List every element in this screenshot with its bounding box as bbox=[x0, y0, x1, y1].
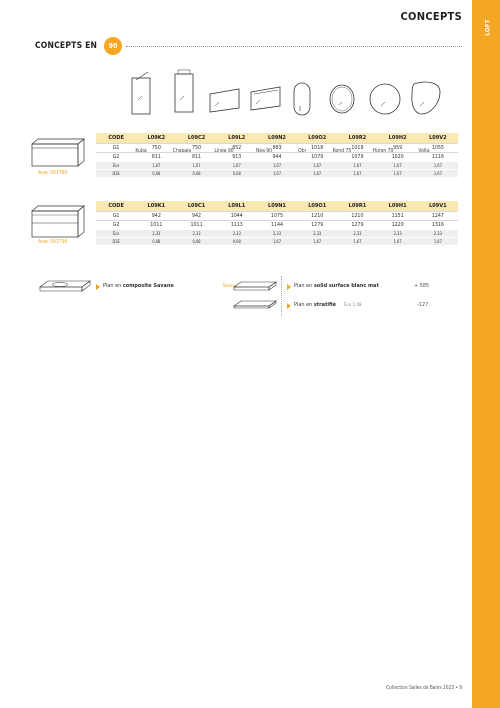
table-row bbox=[96, 230, 458, 238]
table-cell: 913 bbox=[217, 153, 257, 162]
table-cell: 1018 bbox=[297, 144, 337, 153]
header-cell: L09V1 bbox=[418, 201, 458, 212]
table-cell: 1018 bbox=[337, 144, 377, 153]
table-cell: 1279 bbox=[297, 221, 337, 230]
laminate-countertop-illustration bbox=[232, 299, 278, 313]
table-cell: 1,67 bbox=[257, 238, 297, 246]
table-cell: 852 bbox=[217, 144, 257, 153]
table-cell: 2,33 bbox=[337, 230, 377, 238]
mirror-name-kuba: Kuba bbox=[135, 148, 147, 154]
option-prefix: Plan en bbox=[103, 283, 123, 289]
header-cell: L09H2 bbox=[378, 133, 418, 144]
option-material: composite Savane bbox=[122, 283, 174, 289]
table-cell: 1247 bbox=[418, 212, 458, 221]
table-cell: 0,08 bbox=[217, 170, 257, 178]
table-cell: 1,67 bbox=[176, 162, 216, 170]
option-composite-note: Tableau bbox=[222, 284, 238, 289]
mirror-name-volta: Volta bbox=[418, 148, 430, 154]
option-stratifie-eco: Éco 1,08 bbox=[344, 303, 362, 308]
row-label: D3E bbox=[96, 170, 136, 178]
table-cell: 2,33 bbox=[136, 230, 176, 238]
table-row bbox=[96, 153, 458, 162]
table-cell: 1,67 bbox=[136, 162, 176, 170]
cabinet-label-sv1t90: Avec SV1T90 bbox=[38, 170, 68, 176]
header-cell: L09C2 bbox=[176, 133, 216, 144]
header-cell: L09L2 bbox=[217, 133, 257, 144]
table-cell: 811 bbox=[136, 153, 176, 162]
table-header-row bbox=[96, 201, 458, 212]
table-cell: 1,67 bbox=[418, 162, 458, 170]
table-row bbox=[96, 238, 458, 246]
option-stratifie-price: -127 bbox=[417, 302, 429, 308]
bullet-arrow-icon bbox=[96, 284, 100, 290]
table-cell: 959 bbox=[378, 144, 418, 153]
mirror-name-nea: Néa 90 bbox=[255, 148, 273, 154]
row-label: Éco bbox=[96, 162, 136, 170]
option-material: stratifié bbox=[313, 302, 337, 308]
price-table-sv1t90 bbox=[96, 133, 458, 177]
kuba-mirror-illustration bbox=[128, 70, 158, 118]
header-cell: L09O2 bbox=[297, 133, 337, 144]
table-cell: 750 bbox=[176, 144, 216, 153]
table-cell: 1,67 bbox=[378, 162, 418, 170]
table-row bbox=[96, 212, 458, 221]
table-cell: 1113 bbox=[217, 221, 257, 230]
volta-mirror-illustration bbox=[408, 78, 444, 118]
table-cell: 0,08 bbox=[136, 238, 176, 246]
option-stratifie bbox=[294, 302, 336, 308]
table-cell: 942 bbox=[136, 212, 176, 221]
sidebar-stripe bbox=[472, 0, 500, 708]
header-cell: L09K2 bbox=[136, 133, 176, 144]
bullet-arrow-icon bbox=[287, 303, 291, 309]
header-cell: L09K1 bbox=[136, 201, 176, 212]
table-cell: 1220 bbox=[378, 221, 418, 230]
table-cell: 1116 bbox=[418, 153, 458, 162]
table-cell: 1044 bbox=[217, 212, 257, 221]
table-cell: 1,67 bbox=[337, 238, 377, 246]
row-label: D3E bbox=[96, 238, 136, 246]
bullet-arrow-icon bbox=[287, 284, 291, 290]
solid-surface-countertop-illustration bbox=[232, 280, 278, 294]
table-cell: 1210 bbox=[297, 212, 337, 221]
options-divider bbox=[281, 276, 282, 316]
table-row bbox=[96, 162, 458, 170]
rond-mirror-illustration bbox=[327, 82, 357, 116]
mirror-name-linea: Linéa 90 bbox=[214, 148, 234, 154]
page-title: CONCEPTS bbox=[400, 10, 462, 23]
table-cell: 1079 bbox=[337, 153, 377, 162]
table-cell: 1,67 bbox=[418, 238, 458, 246]
table-cell: 1,67 bbox=[378, 170, 418, 178]
table-cell: 2,33 bbox=[378, 230, 418, 238]
table-cell: 1210 bbox=[337, 212, 377, 221]
option-solid-surface bbox=[294, 283, 379, 289]
obi-mirror-illustration bbox=[290, 80, 314, 118]
cabinet-one-drawer-illustration bbox=[30, 136, 86, 170]
heading-divider bbox=[126, 46, 462, 47]
table-cell: 883 bbox=[257, 144, 297, 153]
table-cell: 1055 bbox=[418, 144, 458, 153]
table-cell: 0,08 bbox=[136, 170, 176, 178]
mirror-name-rond: Rond 75 bbox=[332, 148, 352, 154]
linea-mirror-illustration bbox=[207, 86, 243, 116]
table-cell: 1,67 bbox=[378, 238, 418, 246]
header-cell: CODE bbox=[96, 133, 136, 144]
table-cell: 1,67 bbox=[297, 162, 337, 170]
table-cell: 1075 bbox=[257, 212, 297, 221]
table-cell: 944 bbox=[257, 153, 297, 162]
nea-mirror-illustration bbox=[248, 84, 284, 114]
mirror-name-obi: Obi bbox=[298, 148, 306, 154]
table-cell: 1,67 bbox=[297, 170, 337, 178]
header-cell: L09N2 bbox=[257, 133, 297, 144]
section-tab bbox=[472, 0, 500, 62]
header-cell: L09C1 bbox=[176, 201, 216, 212]
header-cell: L09N1 bbox=[257, 201, 297, 212]
header-cell: CODE bbox=[96, 201, 136, 212]
header-cell: L09V2 bbox=[418, 133, 458, 144]
table-cell: 942 bbox=[176, 212, 216, 221]
composite-countertop-illustration bbox=[38, 279, 92, 297]
table-row bbox=[96, 144, 458, 153]
row-label: G2 bbox=[96, 221, 136, 230]
option-composite bbox=[103, 283, 174, 289]
table-cell: 811 bbox=[176, 153, 216, 162]
row-label: G2 bbox=[96, 153, 136, 162]
table-cell: 1011 bbox=[136, 221, 176, 230]
header-cell: L09R2 bbox=[337, 133, 377, 144]
table-cell: 1151 bbox=[378, 212, 418, 221]
table-cell: 2,33 bbox=[176, 230, 216, 238]
size-badge: 90 bbox=[104, 37, 122, 55]
option-prefix: Plan en bbox=[294, 283, 314, 289]
table-cell: 2,33 bbox=[297, 230, 337, 238]
table-cell: 2,33 bbox=[418, 230, 458, 238]
mirror-name-chapala: Chapala bbox=[172, 148, 192, 154]
table-row bbox=[96, 221, 458, 230]
table-cell: 0,08 bbox=[217, 238, 257, 246]
table-header-row bbox=[96, 133, 458, 144]
table-cell: 750 bbox=[136, 144, 176, 153]
option-solid-price: + 585 bbox=[414, 283, 430, 289]
table-cell: 1,67 bbox=[257, 162, 297, 170]
header-cell: L09R1 bbox=[337, 201, 377, 212]
section-heading: CONCEPTS EN bbox=[35, 41, 98, 51]
option-material: solid surface blanc mat bbox=[313, 283, 379, 289]
table-cell: 1,67 bbox=[337, 162, 377, 170]
cabinet-two-drawers-illustration bbox=[30, 203, 86, 239]
table-cell: 1,67 bbox=[418, 170, 458, 178]
table-cell: 1,67 bbox=[297, 238, 337, 246]
mirror-name-huron: Huron 70 bbox=[372, 148, 394, 154]
table-cell: 1279 bbox=[337, 221, 377, 230]
chapala-mirror-illustration bbox=[170, 68, 200, 118]
header-cell: L09O1 bbox=[297, 201, 337, 212]
row-label: Éco bbox=[96, 230, 136, 238]
table-cell: 2,33 bbox=[257, 230, 297, 238]
page-footer: Collection Salles de Bains 2023 • 9 bbox=[386, 686, 462, 691]
table-cell: 1144 bbox=[257, 221, 297, 230]
table-cell: 1,67 bbox=[217, 162, 257, 170]
cabinet-label-sv2t90: Avec SV2T90 bbox=[38, 239, 68, 245]
table-cell: 2,33 bbox=[217, 230, 257, 238]
table-row bbox=[96, 170, 458, 178]
table-cell: 1316 bbox=[418, 221, 458, 230]
option-prefix: Plan en bbox=[294, 302, 314, 308]
table-cell: 1079 bbox=[297, 153, 337, 162]
section-tab-label: LOFT bbox=[484, 19, 492, 36]
table-cell: 1020 bbox=[378, 153, 418, 162]
huron-mirror-illustration bbox=[368, 80, 402, 118]
header-cell: L09L1 bbox=[217, 201, 257, 212]
table-cell: 1,67 bbox=[257, 170, 297, 178]
table-cell: 1,67 bbox=[337, 170, 377, 178]
row-label: G1 bbox=[96, 212, 136, 221]
row-label: G1 bbox=[96, 144, 136, 153]
table-cell: 0,08 bbox=[176, 170, 216, 178]
header-cell: L09H1 bbox=[378, 201, 418, 212]
price-table-sv2t90 bbox=[96, 201, 458, 245]
table-cell: 1011 bbox=[176, 221, 216, 230]
table-cell: 0,08 bbox=[176, 238, 216, 246]
